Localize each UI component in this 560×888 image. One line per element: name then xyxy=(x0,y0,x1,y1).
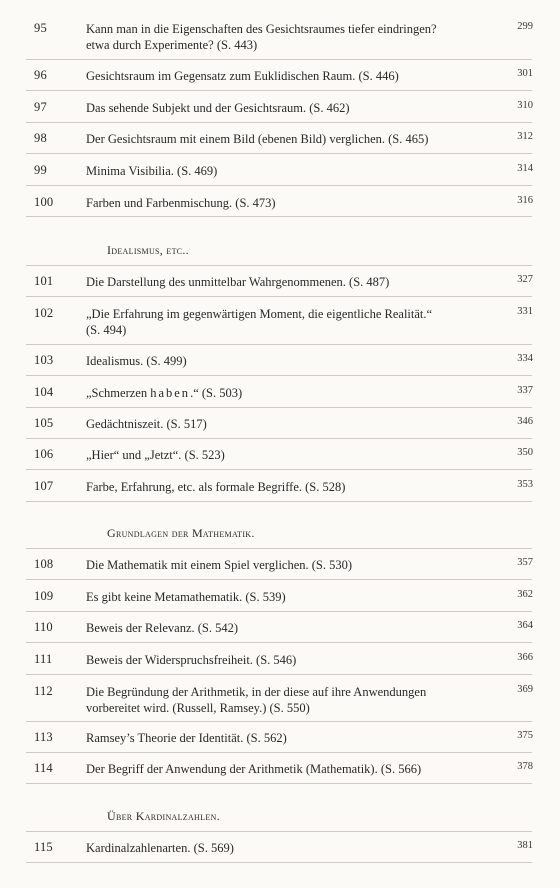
entry-title-line: (S. 494) xyxy=(86,323,127,337)
entry-page: 337 xyxy=(517,385,533,396)
entry-title: Es gibt keine Metamathematik. (S. 539) xyxy=(86,590,286,604)
entry-number: 103 xyxy=(34,353,54,367)
entry-page: 327 xyxy=(517,274,533,285)
divider xyxy=(26,783,532,784)
entry-title: Der Gesichtsraum mit einem Bild (ebenen Bild) verglichen. (S. 465) xyxy=(86,132,429,146)
divider xyxy=(26,185,532,186)
entry-title: Gedächtniszeit. (S. 517) xyxy=(86,417,207,431)
entry-title-emphasis: haben xyxy=(150,386,191,400)
entry-title xyxy=(86,306,476,338)
entry-page: 314 xyxy=(517,163,533,174)
entry-number: 101 xyxy=(34,274,54,288)
entry-title: Minima Visibilia. (S. 469) xyxy=(86,164,218,178)
entry-title: Farbe, Erfahrung, etc. als formale Begriffe. (S. 528) xyxy=(86,480,346,494)
entry-page: 378 xyxy=(517,761,533,772)
divider xyxy=(26,122,532,123)
entry-number: 95 xyxy=(34,21,47,35)
entry-page: 381 xyxy=(517,840,533,851)
entry-title-line: Kann man in die Eigenschaften des Gesichtsraumes tiefer eindringen? xyxy=(86,22,437,36)
entry-number: 96 xyxy=(34,68,47,82)
entry-title-line: „Die Erfahrung im gegenwärtigen Moment, die eigentliche Realität.“ xyxy=(86,307,433,321)
divider xyxy=(26,642,532,643)
entry-number: 108 xyxy=(34,557,54,571)
entry-page: 375 xyxy=(517,730,533,741)
entry-title: Die Mathematik mit einem Spiel verglichen. (S. 530) xyxy=(86,558,353,572)
entry-page: 357 xyxy=(517,557,533,568)
entry-number: 106 xyxy=(34,447,54,461)
divider xyxy=(26,721,532,722)
entry-page: 301 xyxy=(517,68,533,79)
entry-number: 111 xyxy=(34,652,53,666)
entry-page: 362 xyxy=(517,589,533,600)
entry-title: Kardinalzahlenarten. (S. 569) xyxy=(86,841,234,855)
entry-page: 350 xyxy=(517,447,533,458)
divider xyxy=(26,59,532,60)
divider xyxy=(26,296,532,297)
divider xyxy=(26,831,532,832)
entry-title: Das sehende Subjekt und der Gesichtsraum. (S. 462) xyxy=(86,101,350,115)
entry-page: 334 xyxy=(517,353,533,364)
entry-title: „Hier“ und „Jetzt“. (S. 523) xyxy=(86,448,225,462)
entry-number: 113 xyxy=(34,730,53,744)
entry-title-part: .“ (S. 503) xyxy=(190,386,243,400)
entry-title: Idealismus. (S. 499) xyxy=(86,354,187,368)
divider xyxy=(26,752,532,753)
entry-page: 331 xyxy=(517,306,533,317)
entry-title: Beweis der Widerspruchsfreiheit. (S. 546) xyxy=(86,653,297,667)
entry-page: 299 xyxy=(517,21,533,32)
entry-title-part: „Schmerzen xyxy=(86,386,151,400)
entry-number: 115 xyxy=(34,840,53,854)
divider xyxy=(26,265,532,266)
entry-title-line: etwa durch Experimente? (S. 443) xyxy=(86,38,258,52)
entry-number: 97 xyxy=(34,100,47,114)
entry-title: Die Darstellung des unmittelbar Wahrgenommenen. (S. 487) xyxy=(86,275,390,289)
entry-title xyxy=(86,684,476,716)
divider xyxy=(26,407,532,408)
divider xyxy=(26,469,532,470)
section-heading-idealismus: Idealismus, etc.. xyxy=(107,243,189,257)
entry-title xyxy=(86,21,476,53)
entry-number: 110 xyxy=(34,620,53,634)
entry-title: Beweis der Relevanz. (S. 542) xyxy=(86,621,239,635)
entry-number: 100 xyxy=(34,195,54,209)
divider xyxy=(26,153,532,154)
entry-number: 105 xyxy=(34,416,54,430)
divider xyxy=(26,90,532,91)
section-heading-mathematik: Grundlagen der Mathematik. xyxy=(107,526,255,540)
entry-number: 99 xyxy=(34,163,47,177)
entry-number: 104 xyxy=(34,385,54,399)
entry-title-line: Die Begründung der Arithmetik, in der diese auf ihre Anwendungen xyxy=(86,685,427,699)
entry-title: Ramsey’s Theorie der Identität. (S. 562) xyxy=(86,731,287,745)
entry-page: 312 xyxy=(517,131,533,142)
entry-page: 310 xyxy=(517,100,533,111)
entry-title: Der Begriff der Anwendung der Arithmetik (Mathematik). (S. 566) xyxy=(86,762,422,776)
entry-page: 369 xyxy=(517,684,533,695)
divider xyxy=(26,548,532,549)
entry-number: 102 xyxy=(34,306,54,320)
entry-page: 316 xyxy=(517,195,533,206)
entry-number: 98 xyxy=(34,131,47,145)
entry-number: 107 xyxy=(34,479,54,493)
divider xyxy=(26,216,532,217)
divider xyxy=(26,674,532,675)
divider xyxy=(26,611,532,612)
entry-title: Farben und Farbenmischung. (S. 473) xyxy=(86,196,276,210)
entry-number: 109 xyxy=(34,589,54,603)
entry-title: Gesichtsraum im Gegensatz zum Euklidischen Raum. (S. 446) xyxy=(86,69,399,83)
entry-title xyxy=(86,385,476,401)
divider xyxy=(26,579,532,580)
entry-page: 353 xyxy=(517,479,533,490)
entry-page: 366 xyxy=(517,652,533,663)
entry-page: 346 xyxy=(517,416,533,427)
divider xyxy=(26,375,532,376)
section-heading-kardinalzahlen: Über Kardinalzahlen. xyxy=(107,809,220,823)
entry-number: 112 xyxy=(34,684,53,698)
divider xyxy=(26,501,532,502)
divider xyxy=(26,862,532,863)
divider xyxy=(26,344,532,345)
entry-number: 114 xyxy=(34,761,53,775)
entry-title-line: vorbereitet wird. (Russell, Ramsey.) (S. 550) xyxy=(86,701,310,715)
divider xyxy=(26,438,532,439)
entry-page: 364 xyxy=(517,620,533,631)
